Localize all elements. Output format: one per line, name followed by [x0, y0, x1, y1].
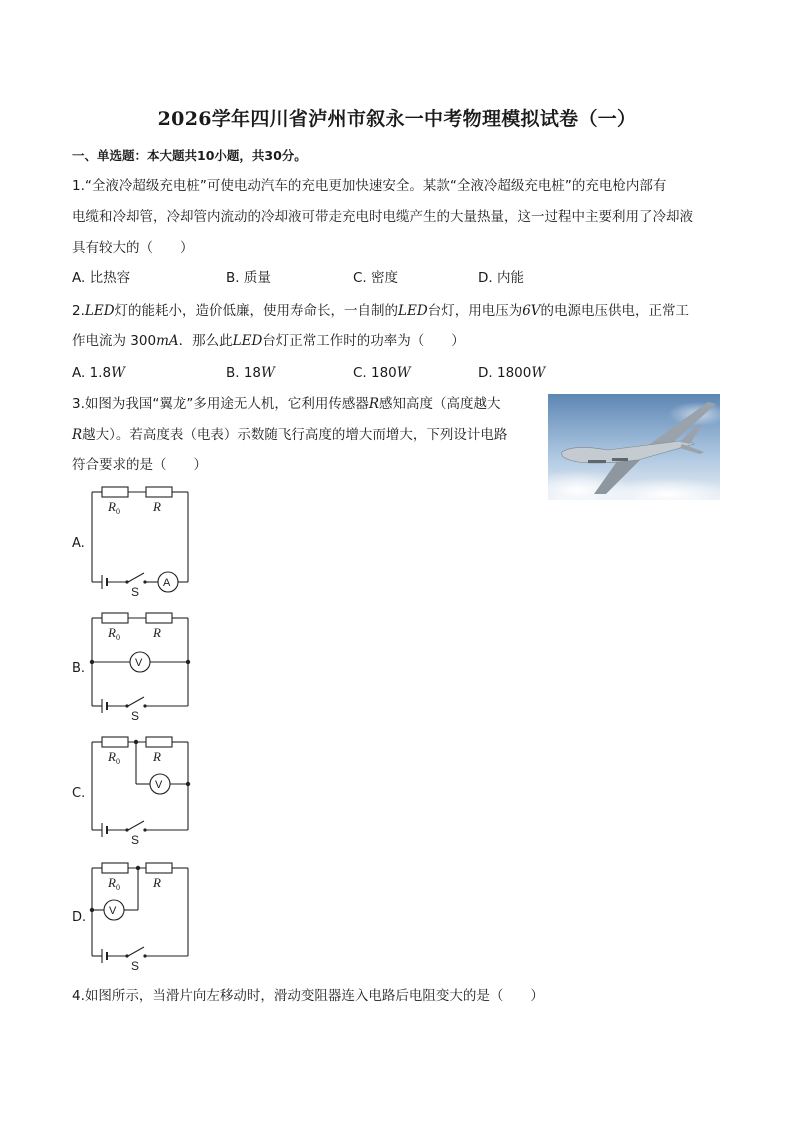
circuit-diagram-d: [72, 856, 202, 974]
r-label: R: [153, 875, 161, 890]
q2-line-2: 作电流为 300mA．那么此LED台灯正常工作时的功率为（ ）: [72, 333, 465, 349]
q1-option-a: A. 比热容: [72, 270, 131, 286]
switch-label: S: [131, 959, 140, 973]
section-heading: 一、单选题：本大题共10小题，共30分。: [72, 148, 307, 163]
q1-option-d: D. 内能: [478, 270, 524, 286]
q2-option-c: C. 180W: [353, 365, 411, 381]
ammeter-label: A: [163, 577, 171, 589]
q2-option-a: A. 1.8W: [72, 365, 125, 381]
page-title: 2026学年四川省泸州市叙永一中考物理模拟试卷（一）: [157, 108, 637, 130]
q1-line-2: 电缆和冷却管，冷却管内流动的冷却液可带走充电时电缆产生的大量热量，这一过程中主要利用了冷却液: [72, 209, 693, 225]
q3-option-c-label: C.: [72, 786, 86, 801]
switch-label: S: [131, 833, 140, 847]
q3-line-1: 3.如图为我国“翼龙”多用途无人机，它利用传感器R感知高度（高度越大: [72, 396, 501, 412]
q1-line-1: 1.“全液冷超级充电桩”可使电动汽车的充电更加快速安全。某款“全液冷超级充电桩”的充电枪内部有: [72, 178, 667, 194]
q3-option-d-label: D.: [72, 910, 87, 925]
q1-line-3: 具有较大的（ ）: [72, 240, 194, 256]
q2-option-d: D. 1800W: [478, 365, 546, 381]
circuit-diagram-c: [72, 730, 202, 848]
r0-label: $R_0$: [108, 749, 120, 766]
r-label: R: [153, 625, 161, 640]
switch-label: S: [131, 585, 140, 598]
q3-line-3: 符合要求的是（ ）: [72, 457, 207, 473]
drone-image: [548, 394, 720, 500]
q1-option-b: B. 质量: [226, 270, 271, 286]
q1-option-c: C. 密度: [353, 270, 399, 286]
switch-label: S: [131, 709, 140, 723]
voltmeter-label: V: [155, 779, 163, 791]
r0-label: $R_0$: [108, 875, 120, 892]
q3-line-2: R越大）。若高度表（电表）示数随飞行高度的增大而增大，下列设计电路: [72, 427, 508, 443]
drone-photo: [548, 394, 720, 500]
q2-line-1: 2.LED灯的能耗小，造价低廉，使用寿命长，一自制的LED台灯，用电压为6V的电源电压供电，正常工: [72, 303, 690, 319]
circuit-diagram-a: [72, 480, 202, 598]
r-label: R: [153, 749, 161, 764]
circuit-diagram-b: [72, 606, 202, 724]
r0-label: $R_0$: [108, 625, 120, 642]
q2-option-b: B. 18W: [226, 365, 275, 381]
voltmeter-label: V: [135, 657, 143, 669]
q3-option-a-label: A.: [72, 536, 85, 551]
q4-line-1: 4.如图所示，当滑片向左移动时，滑动变阻器连入电路后电阻变大的是（ ）: [72, 988, 544, 1004]
voltmeter-label: V: [109, 905, 117, 917]
r-label: R: [153, 499, 161, 514]
r0-label: $R_0$: [108, 499, 120, 516]
q3-option-b-label: B.: [72, 661, 86, 676]
